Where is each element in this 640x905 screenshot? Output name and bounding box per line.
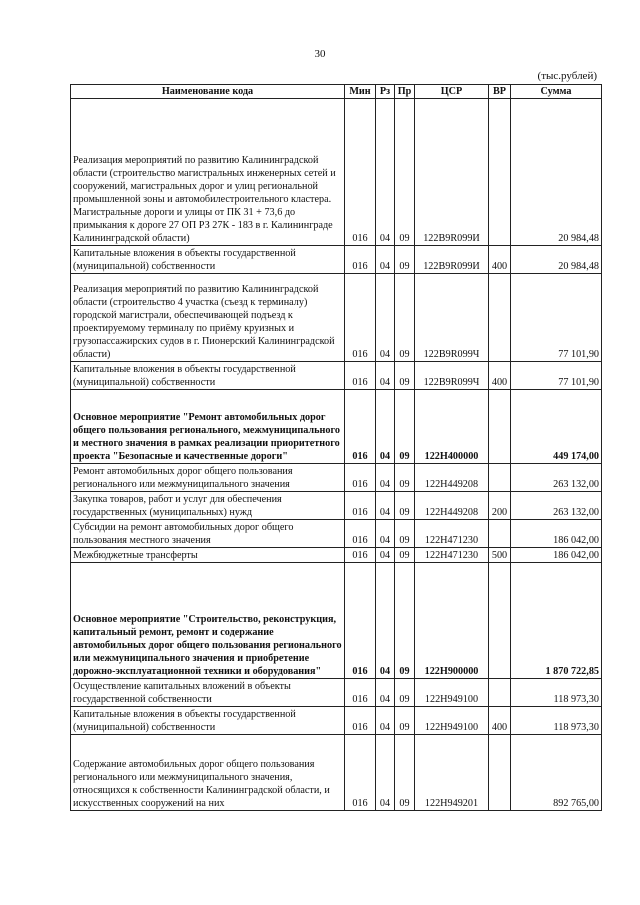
cell-csr: 122B9R099И xyxy=(415,246,489,274)
cell-csr: 122H949100 xyxy=(415,707,489,735)
cell-rz: 04 xyxy=(376,679,395,707)
cell-min: 016 xyxy=(345,464,376,492)
cell-rz: 04 xyxy=(376,548,395,563)
cell-vr: 500 xyxy=(489,548,511,563)
cell-min: 016 xyxy=(345,735,376,811)
table-row xyxy=(71,274,602,362)
header-min: Мин xyxy=(345,85,376,99)
table-row xyxy=(71,548,602,563)
table-row xyxy=(71,563,602,679)
header-vr: ВР xyxy=(489,85,511,99)
cell-min: 016 xyxy=(345,548,376,563)
header-pr: Пр xyxy=(395,85,415,99)
cell-csr: 122B9R099Ч xyxy=(415,274,489,362)
cell-min: 016 xyxy=(345,362,376,390)
header-sum: Сумма xyxy=(511,85,602,99)
cell-name: Капитальные вложения в объекты государственной (муниципальной) собственности xyxy=(71,707,345,735)
cell-csr: 122B9R099И xyxy=(415,99,489,246)
cell-min: 016 xyxy=(345,99,376,246)
table-row xyxy=(71,679,602,707)
cell-pr: 09 xyxy=(395,707,415,735)
cell-vr xyxy=(489,99,511,246)
cell-csr: 122H449208 xyxy=(415,464,489,492)
cell-min: 016 xyxy=(345,679,376,707)
cell-sum: 263 132,00 xyxy=(511,464,602,492)
table-header-row xyxy=(71,85,602,99)
cell-vr: 400 xyxy=(489,246,511,274)
header-rz: Рз xyxy=(376,85,395,99)
cell-csr: 122B9R099Ч xyxy=(415,362,489,390)
table-row xyxy=(71,707,602,735)
page-number: 30 xyxy=(314,48,326,60)
cell-pr: 09 xyxy=(395,520,415,548)
cell-rz: 04 xyxy=(376,362,395,390)
cell-name: Капитальные вложения в объекты государственной (муниципальной) собственности xyxy=(71,246,345,274)
cell-name: Основное мероприятие "Строительство, реконструкция, капитальный ремонт, ремонт и содержание автомобильных дорог общего пользования регионального или межмуниципального значения и приобретение дорожно-эксплуатационной техники и оборудования" xyxy=(71,563,345,679)
cell-sum: 118 973,30 xyxy=(511,707,602,735)
cell-name: Реализация мероприятий по развитию Калининградской области (строительство магистральных инженерных сетей и сооружений, магистральных дорог и улиц региональной промышленной зоны и автомобилестроительного кластера. Магистральные дороги и улицы от ПК 31 + 73,6 до примыкания к дороге 27 ОП РЗ 27К - 183 в г. Калининграде Калининградской области) xyxy=(71,99,345,246)
cell-pr: 09 xyxy=(395,274,415,362)
cell-csr: 122H949201 xyxy=(415,735,489,811)
table-body xyxy=(71,99,602,811)
cell-sum: 1 870 722,85 xyxy=(511,563,602,679)
header-csr: ЦСР xyxy=(415,85,489,99)
cell-name: Субсидии на ремонт автомобильных дорог общего пользования местного значения xyxy=(71,520,345,548)
table-row xyxy=(71,464,602,492)
cell-sum: 186 042,00 xyxy=(511,548,602,563)
cell-sum: 263 132,00 xyxy=(511,492,602,520)
cell-vr: 200 xyxy=(489,492,511,520)
cell-csr: 122H471230 xyxy=(415,548,489,563)
cell-min: 016 xyxy=(345,707,376,735)
table-row xyxy=(71,246,602,274)
cell-min: 016 xyxy=(345,520,376,548)
cell-csr: 122H400000 xyxy=(415,390,489,464)
cell-pr: 09 xyxy=(395,563,415,679)
cell-name: Реализация мероприятий по развитию Калининградской области (строительство 4 участка (съезд к терминалу) городской магистрали, обеспечивающей подъезд к проектируемому терминалу по приёму круизных и грузопассажирских судов в г. Пионерский Калининградской области) xyxy=(71,274,345,362)
cell-rz: 04 xyxy=(376,246,395,274)
cell-vr xyxy=(489,679,511,707)
cell-pr: 09 xyxy=(395,679,415,707)
cell-rz: 04 xyxy=(376,520,395,548)
cell-min: 016 xyxy=(345,274,376,362)
cell-vr: 400 xyxy=(489,362,511,390)
cell-rz: 04 xyxy=(376,390,395,464)
cell-pr: 09 xyxy=(395,390,415,464)
cell-csr: 122H900000 xyxy=(415,563,489,679)
table-row xyxy=(71,390,602,464)
cell-sum: 20 984,48 xyxy=(511,99,602,246)
cell-rz: 04 xyxy=(376,99,395,246)
cell-name: Осуществление капитальных вложений в объекты государственной собственности xyxy=(71,679,345,707)
cell-name: Закупка товаров, работ и услуг для обеспечения государственных (муниципальных) нужд xyxy=(71,492,345,520)
table-row xyxy=(71,99,602,246)
cell-vr xyxy=(489,563,511,679)
cell-vr xyxy=(489,390,511,464)
cell-rz: 04 xyxy=(376,464,395,492)
header-name: Наименование кода xyxy=(71,85,345,99)
cell-csr: 122H949100 xyxy=(415,679,489,707)
cell-rz: 04 xyxy=(376,492,395,520)
cell-vr xyxy=(489,464,511,492)
cell-vr xyxy=(489,520,511,548)
cell-min: 016 xyxy=(345,246,376,274)
cell-csr: 122H471230 xyxy=(415,520,489,548)
cell-pr: 09 xyxy=(395,548,415,563)
cell-pr: 09 xyxy=(395,735,415,811)
cell-sum: 449 174,00 xyxy=(511,390,602,464)
cell-vr xyxy=(489,274,511,362)
cell-sum: 77 101,90 xyxy=(511,274,602,362)
cell-min: 016 xyxy=(345,563,376,679)
cell-vr: 400 xyxy=(489,707,511,735)
cell-rz: 04 xyxy=(376,707,395,735)
table-row xyxy=(71,735,602,811)
cell-sum: 77 101,90 xyxy=(511,362,602,390)
cell-csr: 122H449208 xyxy=(415,492,489,520)
cell-min: 016 xyxy=(345,492,376,520)
cell-name: Основное мероприятие "Ремонт автомобильных дорог общего пользования регионального, межмуниципального и местного значения в рамках реализации приоритетного проекта "Безопасные и качественные дороги" xyxy=(71,390,345,464)
cell-name: Капитальные вложения в объекты государственной (муниципальной) собственности xyxy=(71,362,345,390)
units-label: (тыс.рублей) xyxy=(537,70,597,82)
cell-pr: 09 xyxy=(395,246,415,274)
cell-pr: 09 xyxy=(395,464,415,492)
cell-rz: 04 xyxy=(376,735,395,811)
budget-table xyxy=(70,84,602,811)
cell-min: 016 xyxy=(345,390,376,464)
cell-name: Межбюджетные трансферты xyxy=(71,548,345,563)
table-row xyxy=(71,492,602,520)
table-row xyxy=(71,362,602,390)
cell-vr xyxy=(489,735,511,811)
table-row xyxy=(71,520,602,548)
cell-rz: 04 xyxy=(376,274,395,362)
cell-rz: 04 xyxy=(376,563,395,679)
cell-pr: 09 xyxy=(395,362,415,390)
cell-name: Ремонт автомобильных дорог общего пользования регионального или межмуниципального значения xyxy=(71,464,345,492)
cell-sum: 186 042,00 xyxy=(511,520,602,548)
cell-pr: 09 xyxy=(395,99,415,246)
cell-pr: 09 xyxy=(395,492,415,520)
cell-sum: 20 984,48 xyxy=(511,246,602,274)
cell-sum: 892 765,00 xyxy=(511,735,602,811)
cell-name: Содержание автомобильных дорог общего пользования регионального или межмуниципального значения, относящихся к собственности Калининградской области, и искусственных сооружений на них xyxy=(71,735,345,811)
cell-sum: 118 973,30 xyxy=(511,679,602,707)
